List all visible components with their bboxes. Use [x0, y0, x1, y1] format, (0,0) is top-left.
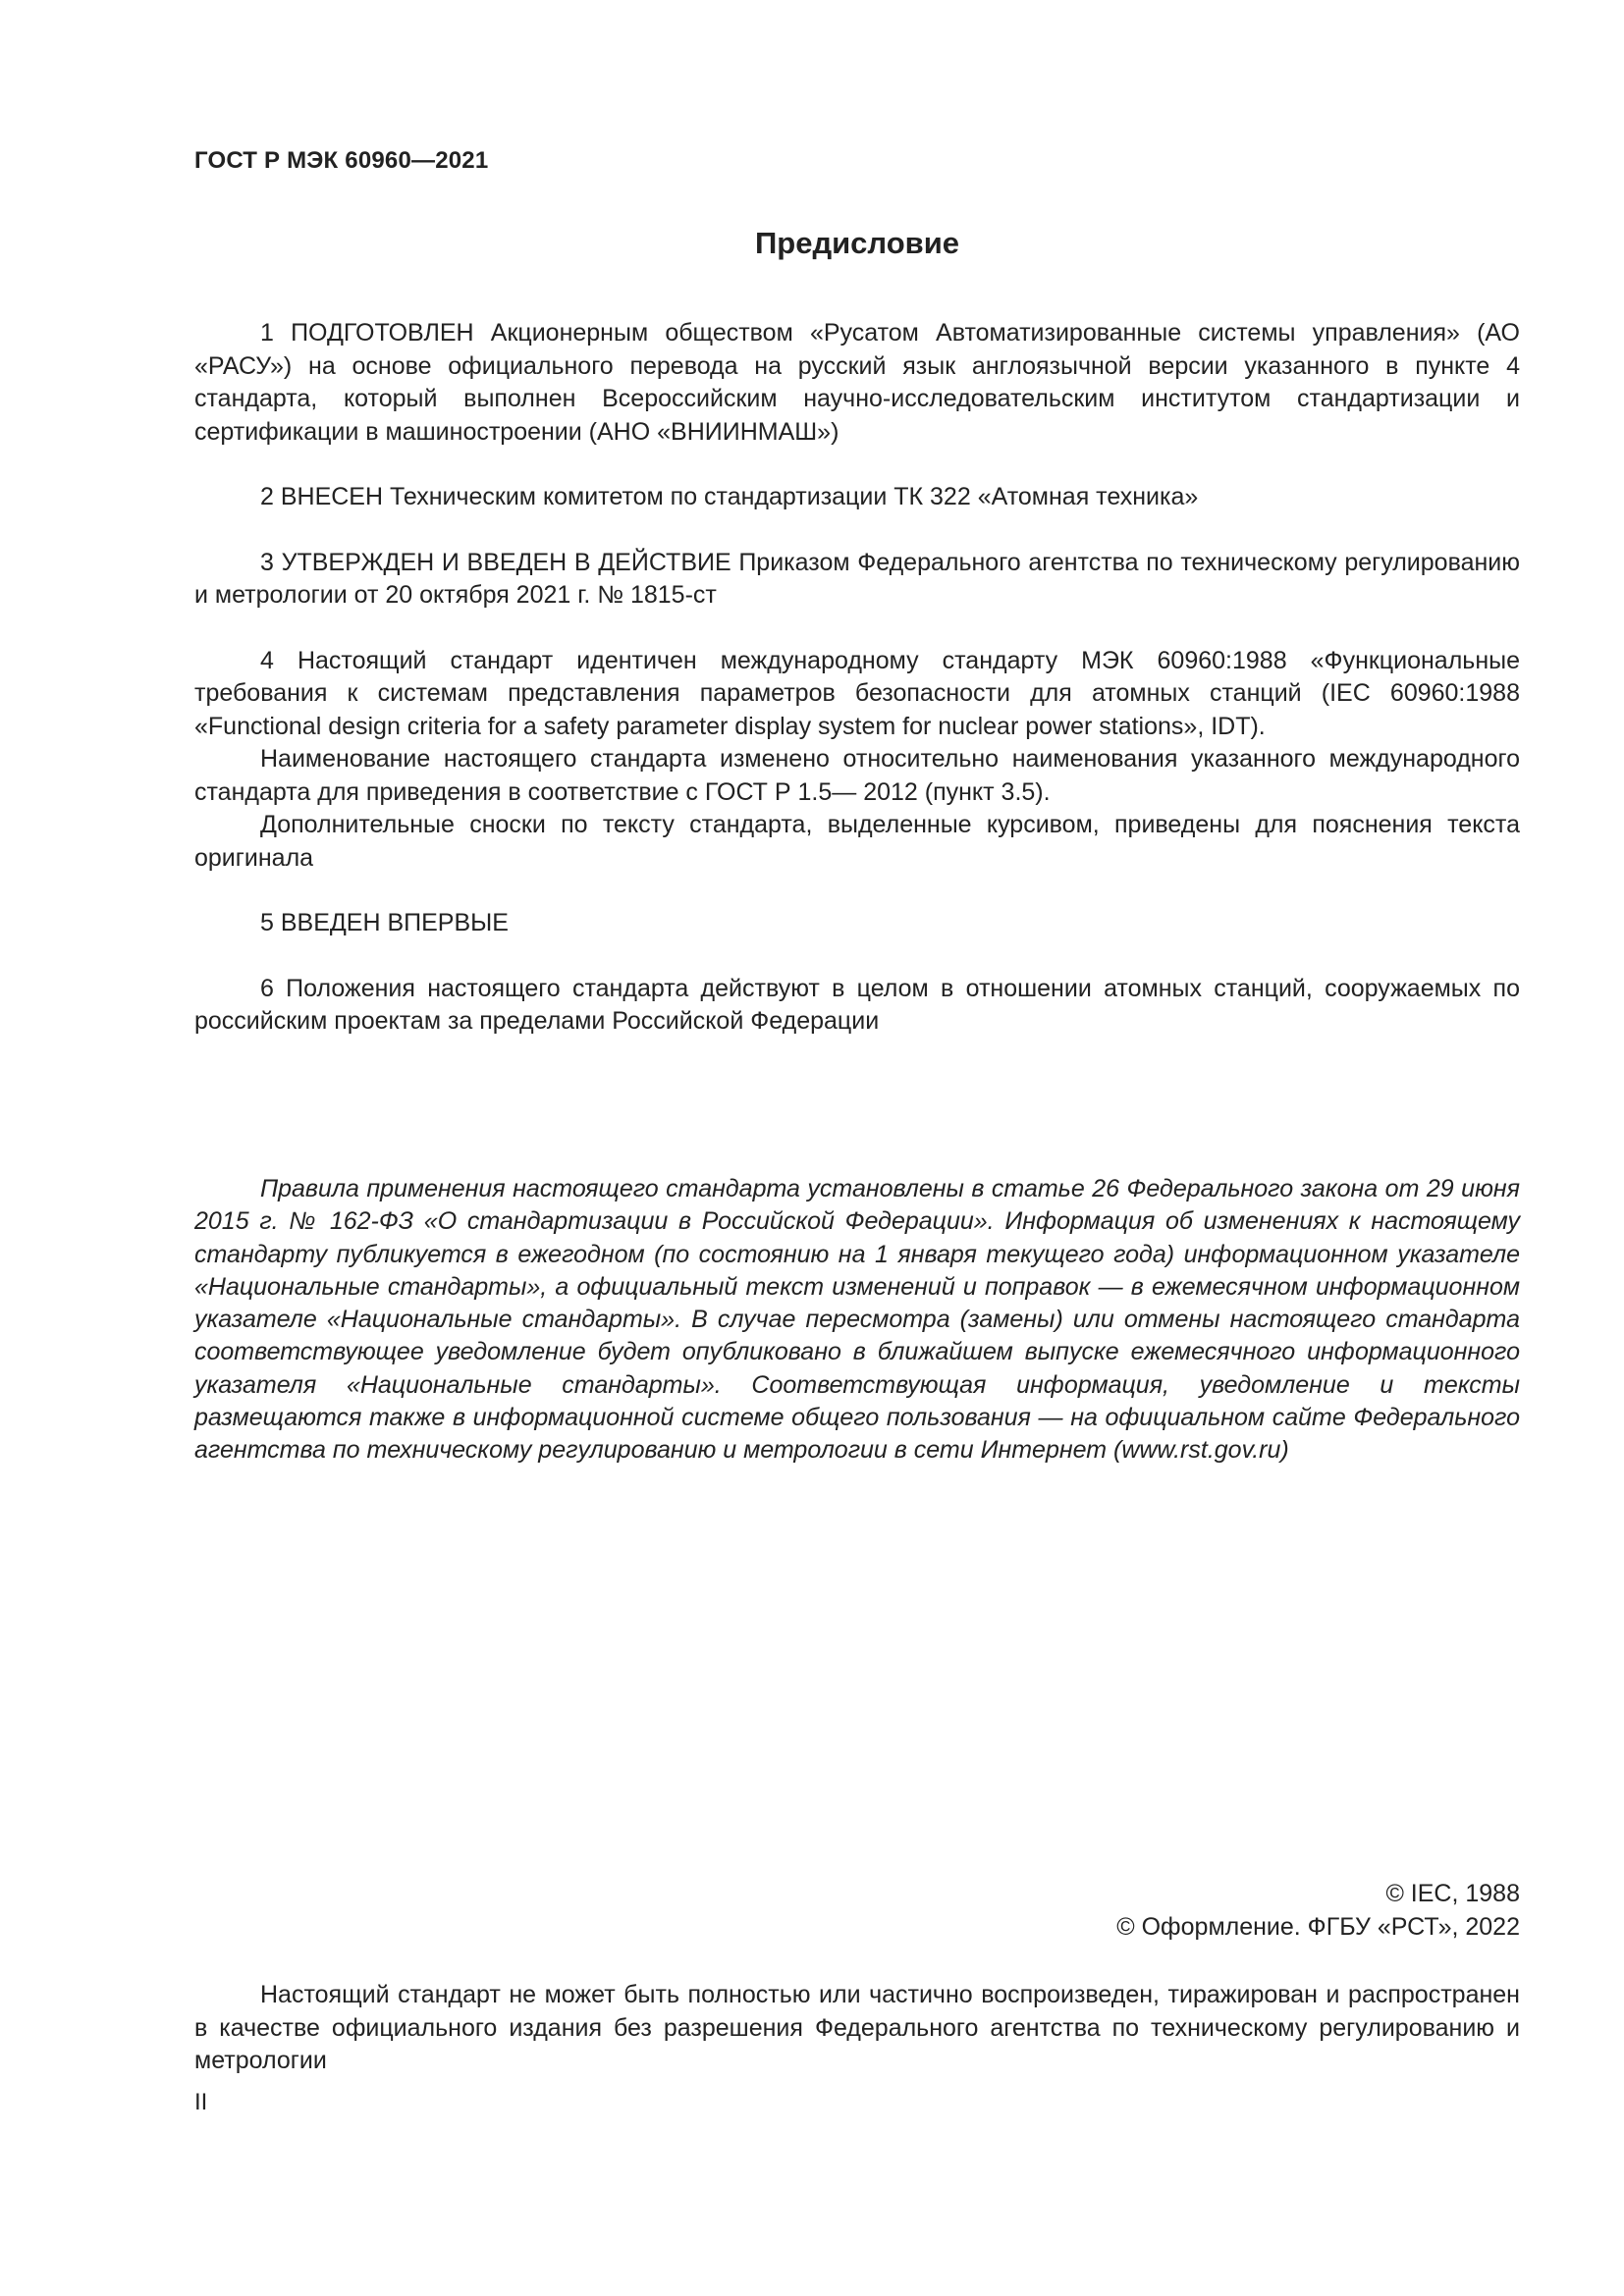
paragraph-prepared: 1 ПОДГОТОВЛЕН Акционерным обществом «Русатом Автоматизированные системы управления» (АО «РАСУ») на основе официального перевода на русский язык англоязычной версии указанного в пункте 4 стандарта, который выполнен Всероссийским научно-исследовательским институтом стандартизации и сертификации в машиностроении (АНО «ВНИИНМАШ») [194, 319, 1520, 446]
rules-notice: Правила применения настоящего стандарта установлены в статье 26 Федерального закона от 29 июня 2015 г. № 162-ФЗ «О стандартизации в Российской Федерации». Информация об изменениях к настоящему стандарту публикуется в ежегодном (по состоянию на 1 января текущего года) информационном указателе «Национальные стандарты», а официальный текст изменений и поправок — в ежемесячном информационном указателе «Национальные стандарты». В случае пересмотра (замены) или отмены настоящего стандарта соответствующее уведомление будет опубликовано в ближайшем выпуске ежемесячного информационного указателя «Национальные стандарты». Соответствующая информация, уведомление и тексты размещаются также в информационной системе общего пользования — на официальном сайте Федерального агентства по техническому регулированию и метрологии в сети Интернет (www.rst.gov.ru) [194, 1175, 1520, 1465]
reproduction-notice: Настоящий стандарт не может быть полностью или частично воспроизведен, тиражирован и распространен в качестве официального издания без разрешения Федерального агентства по техническому регулированию и метрологии [194, 1981, 1520, 2074]
foreword-body [194, 317, 1520, 1039]
paragraph-provisions: 6 Положения настоящего стандарта действуют в целом в отношении атомных станций, сооружаемых по российским проектам за пределами Российской Федерации [194, 974, 1520, 1035]
paragraph-identical: 4 Настоящий стандарт идентичен международному стандарту МЭК 60960:1988 «Функциональные требования к системам представления параметров безопасности для атомных станций (IEC 60960:1988 «Functional design criteria for a safety parameter display system for nuclear power stations», IDT). [194, 646, 1520, 740]
paragraph-approved: 3 УТВЕРЖДЕН И ВВЕДЕН В ДЕЙСТВИЕ Приказом Федерального агентства по техническому регулированию и метрологии от 20 октября 2021 г. № 1815-ст [194, 548, 1520, 609]
paragraph-title-changed: Наименование настоящего стандарта изменено относительно наименования указанного международного стандарта для приведения в соответствие с ГОСТ Р 1.5— 2012 (пункт 3.5). [194, 745, 1520, 806]
page-number: II [194, 2089, 208, 2115]
copyright-iec: © IEC, 1988 [1385, 1880, 1520, 1907]
copyright-block [1116, 1877, 1520, 1944]
page-title: Предисловие [754, 226, 959, 260]
copyright-design: © Оформление. ФГБУ «РСТ», 2022 [1116, 1913, 1520, 1941]
paragraph-footnotes: Дополнительные сноски по тексту стандарта, выделенные курсивом, приведены для пояснения текста оригинала [194, 811, 1520, 872]
paragraph-introduced: 2 ВНЕСЕН Техническим комитетом по стандартизации ТК 322 «Атомная техника» [260, 483, 1199, 510]
document-header: ГОСТ Р МЭК 60960—2021 [194, 147, 489, 174]
paragraph-first-introduced: 5 ВВЕДЕН ВПЕРВЫЕ [260, 909, 509, 936]
